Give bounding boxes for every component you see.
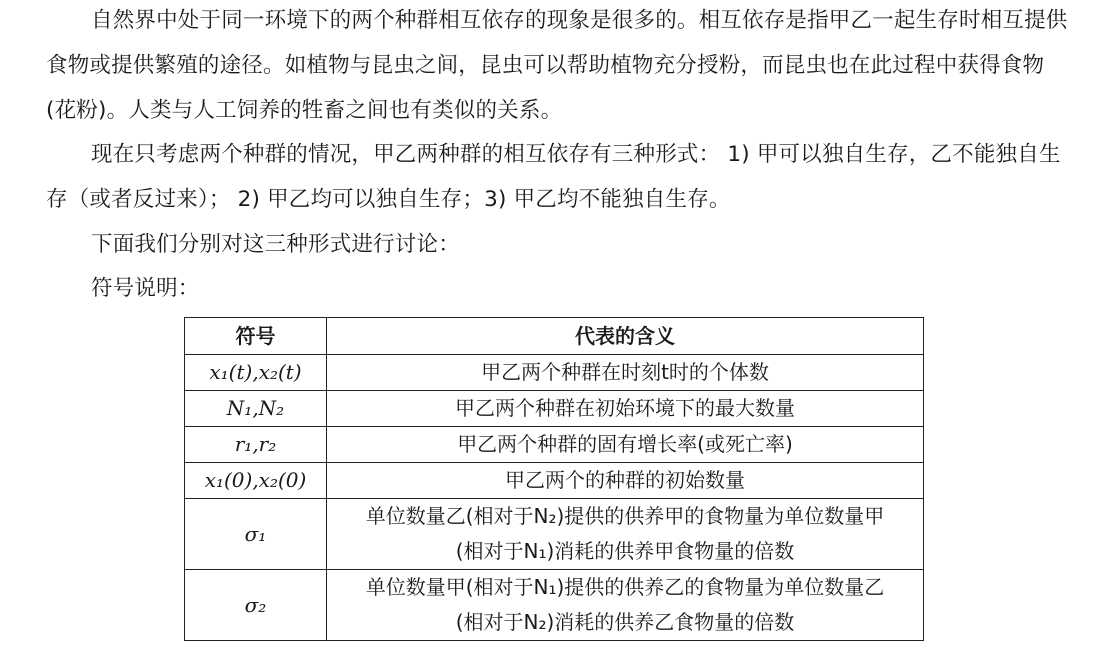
symbol-cell: r₁,r₂ — [185, 427, 327, 463]
meaning-line: 单位数量甲(相对于N₁)提供的供养乙的食物量为单位数量乙 — [365, 575, 885, 599]
paragraph-intro: 自然界中处于同一环境下的两个种群相互依存的现象是很多的。相互依存是指甲乙一起生存时相互提供食物或提供繁殖的途径。如植物与昆虫之间，昆虫可以帮助植物充分授粉，而昆虫也在此过程中获得食物(花粉)。人类与人工饲养的牲畜之间也有类似的关系。 — [46, 8, 1068, 123]
paragraph-discussion: 下面我们分别对这三种形式进行讨论： — [91, 232, 460, 257]
meaning-cell: 甲乙两个种群在时刻t时的个体数 — [327, 355, 924, 391]
symbol-cell: x₁(t),x₂(t) — [185, 355, 327, 391]
meaning-cell — [327, 499, 924, 570]
meaning-cell: 甲乙两个的种群的初始数量 — [327, 463, 924, 499]
meaning-cell — [327, 570, 924, 641]
meaning-cell: 甲乙两个种群在初始环境下的最大数量 — [327, 391, 924, 427]
table-row — [185, 355, 924, 391]
symbol-table — [184, 317, 924, 641]
paragraph-forms: 现在只考虑两个种群的情况，甲乙两种群的相互依存有三种形式： 1) 甲可以独自生存，乙不能独自生存（或者反过来）； 2) 甲乙均可以独自生存；3) 甲乙均不能独自生存。 — [46, 142, 1061, 212]
table-header-row — [185, 318, 924, 355]
table-row — [185, 391, 924, 427]
table-row — [185, 463, 924, 499]
meaning-line: 单位数量乙(相对于N₂)提供的供养甲的食物量为单位数量甲 — [365, 504, 885, 528]
table-row — [185, 427, 924, 463]
symbol-cell: N₁,N₂ — [185, 391, 327, 427]
table-row — [185, 570, 924, 641]
header-symbol: 符号 — [185, 318, 327, 355]
symbol-cell: x₁(0),x₂(0) — [185, 463, 327, 499]
meaning-line: (相对于N₁)消耗的供养甲食物量的倍数 — [455, 539, 795, 563]
symbol-cell: σ₂ — [185, 570, 327, 641]
paragraph-symbol-heading: 符号说明： — [91, 276, 200, 301]
header-meaning: 代表的含义 — [327, 318, 924, 355]
meaning-cell: 甲乙两个种群的固有增长率(或死亡率) — [327, 427, 924, 463]
table-row — [185, 499, 924, 570]
symbol-cell: σ₁ — [185, 499, 327, 570]
meaning-line: (相对于N₂)消耗的供养乙食物量的倍数 — [455, 610, 795, 634]
